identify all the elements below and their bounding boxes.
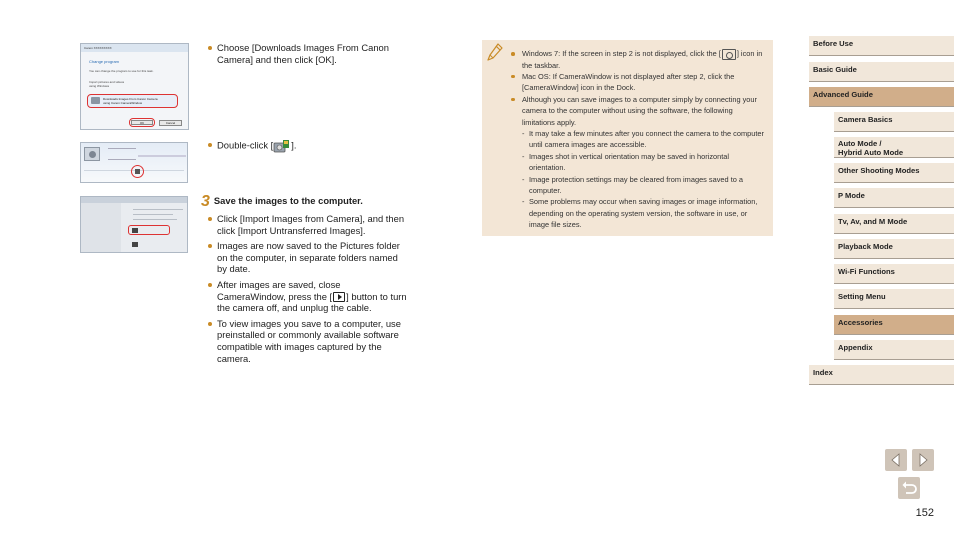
previous-page-button[interactable]	[885, 449, 907, 471]
divider	[133, 214, 173, 215]
nav-tv-av-m-mode[interactable]: Tv, Av, and M Mode	[834, 214, 954, 234]
divider	[133, 209, 183, 210]
nav-accessories[interactable]: Accessories	[834, 315, 954, 335]
instruction-choose	[207, 42, 407, 65]
step-title: Save the images to the computer.	[213, 195, 363, 206]
list-item: Click [Import Images from Camera], and then click [Import Untransferred Images].	[207, 213, 407, 236]
camera-info	[108, 148, 136, 160]
upload-icon	[132, 242, 138, 247]
option-canon-camera: Downloads Images From Canon Camera using Canon CameraWindow	[87, 94, 178, 108]
nav-appendix[interactable]: Appendix	[834, 340, 954, 360]
nav-index[interactable]: Index	[809, 365, 954, 385]
cancel-button-image: Cancel	[159, 120, 182, 126]
nav-before-use[interactable]: Before Use	[809, 36, 954, 56]
import-menu-screenshot	[80, 196, 188, 253]
nav-basic-guide[interactable]: Basic Guide	[809, 62, 954, 82]
return-page-button[interactable]	[898, 477, 920, 499]
note-content	[510, 48, 766, 231]
option-windows: Import pictures and videos using Windows	[89, 80, 125, 88]
camerawindow-screenshot	[80, 142, 188, 183]
note-subitem: - Image protection settings may be cleared from images saved to a computer.	[510, 174, 766, 197]
next-page-button[interactable]	[912, 449, 934, 471]
ok-button-highlight: OK	[129, 118, 155, 127]
pencil-icon	[487, 43, 503, 61]
dialog-heading: Change program	[89, 59, 120, 64]
playback-button-icon	[333, 292, 345, 302]
nav-setting-menu[interactable]: Setting Menu	[834, 289, 954, 309]
camera-picture-icon	[84, 147, 100, 161]
progress-bar-image	[138, 155, 186, 157]
note-subitem: - Some problems may occur when saving images or image information, depending on the operating system version, the software in use, or image file sizes.	[510, 196, 766, 230]
instruction-doubleclick	[207, 139, 407, 153]
nav-camera-basics[interactable]: Camera Basics	[834, 112, 954, 132]
nav-wifi-functions[interactable]: Wi-Fi Functions	[834, 264, 954, 284]
note-subitem: - Images shot in vertical orientation may be saved in horizontal orientation.	[510, 151, 766, 174]
dialog-subtitle: You can change the program to use for this task.	[89, 69, 154, 73]
note-item: Windows 7: If the screen in step 2 is not displayed, click the [ ] icon in the taskbar.	[510, 48, 766, 71]
page-number: 152	[915, 507, 934, 519]
list-item: To view images you save to a computer, use preinstalled or commonly available software compatible with images captured by the camera.	[207, 318, 407, 364]
camera-icon	[91, 97, 100, 104]
step-3-instructions	[207, 213, 407, 364]
camera-taskbar-icon	[722, 49, 736, 60]
camerawindow-icon	[273, 139, 291, 153]
nav-p-mode[interactable]: P Mode	[834, 188, 954, 208]
arrow-right-icon	[912, 449, 934, 471]
return-icon	[898, 477, 920, 499]
nav-playback-mode[interactable]: Playback Mode	[834, 239, 954, 259]
step-number: 3	[201, 193, 210, 210]
list-item: After images are saved, close CameraWindow, press the [ ] button to turn the camera off, and unplug the cable.	[207, 279, 407, 314]
arrow-left-icon	[885, 449, 907, 471]
list-item: Double-click [ ].	[207, 139, 407, 153]
step-3-heading	[201, 193, 363, 211]
nav-auto-mode[interactable]: Auto Mode / Hybrid Auto Mode	[834, 137, 954, 158]
note-item: Mac OS: If CameraWindow is not displayed after step 2, click the [CameraWindow] icon in the Dock.	[510, 71, 766, 94]
divider	[133, 219, 177, 220]
window-sidebar	[81, 203, 121, 253]
import-images-highlight	[128, 225, 170, 235]
note-item: Although you can save images to a computer simply by connecting your camera to the computer without using the software, the following limitations apply.	[510, 94, 766, 128]
nav-advanced-guide[interactable]: Advanced Guide	[809, 87, 954, 107]
nav-other-shooting-modes[interactable]: Other Shooting Modes	[834, 163, 954, 183]
note-subitem: - It may take a few minutes after you connect the camera to the computer until camera images are accessible.	[510, 128, 766, 151]
dialog-title: Canon XXXXXXXXX	[81, 44, 188, 52]
list-item: Images are now saved to the Pictures folder on the computer, in separate folders named by date.	[207, 240, 407, 275]
list-item: Choose [Downloads Images From Canon Camera] and then click [OK].	[207, 42, 407, 65]
change-program-screenshot	[80, 43, 189, 130]
highlighted-icon-circle	[131, 165, 144, 178]
note-box	[482, 40, 773, 236]
